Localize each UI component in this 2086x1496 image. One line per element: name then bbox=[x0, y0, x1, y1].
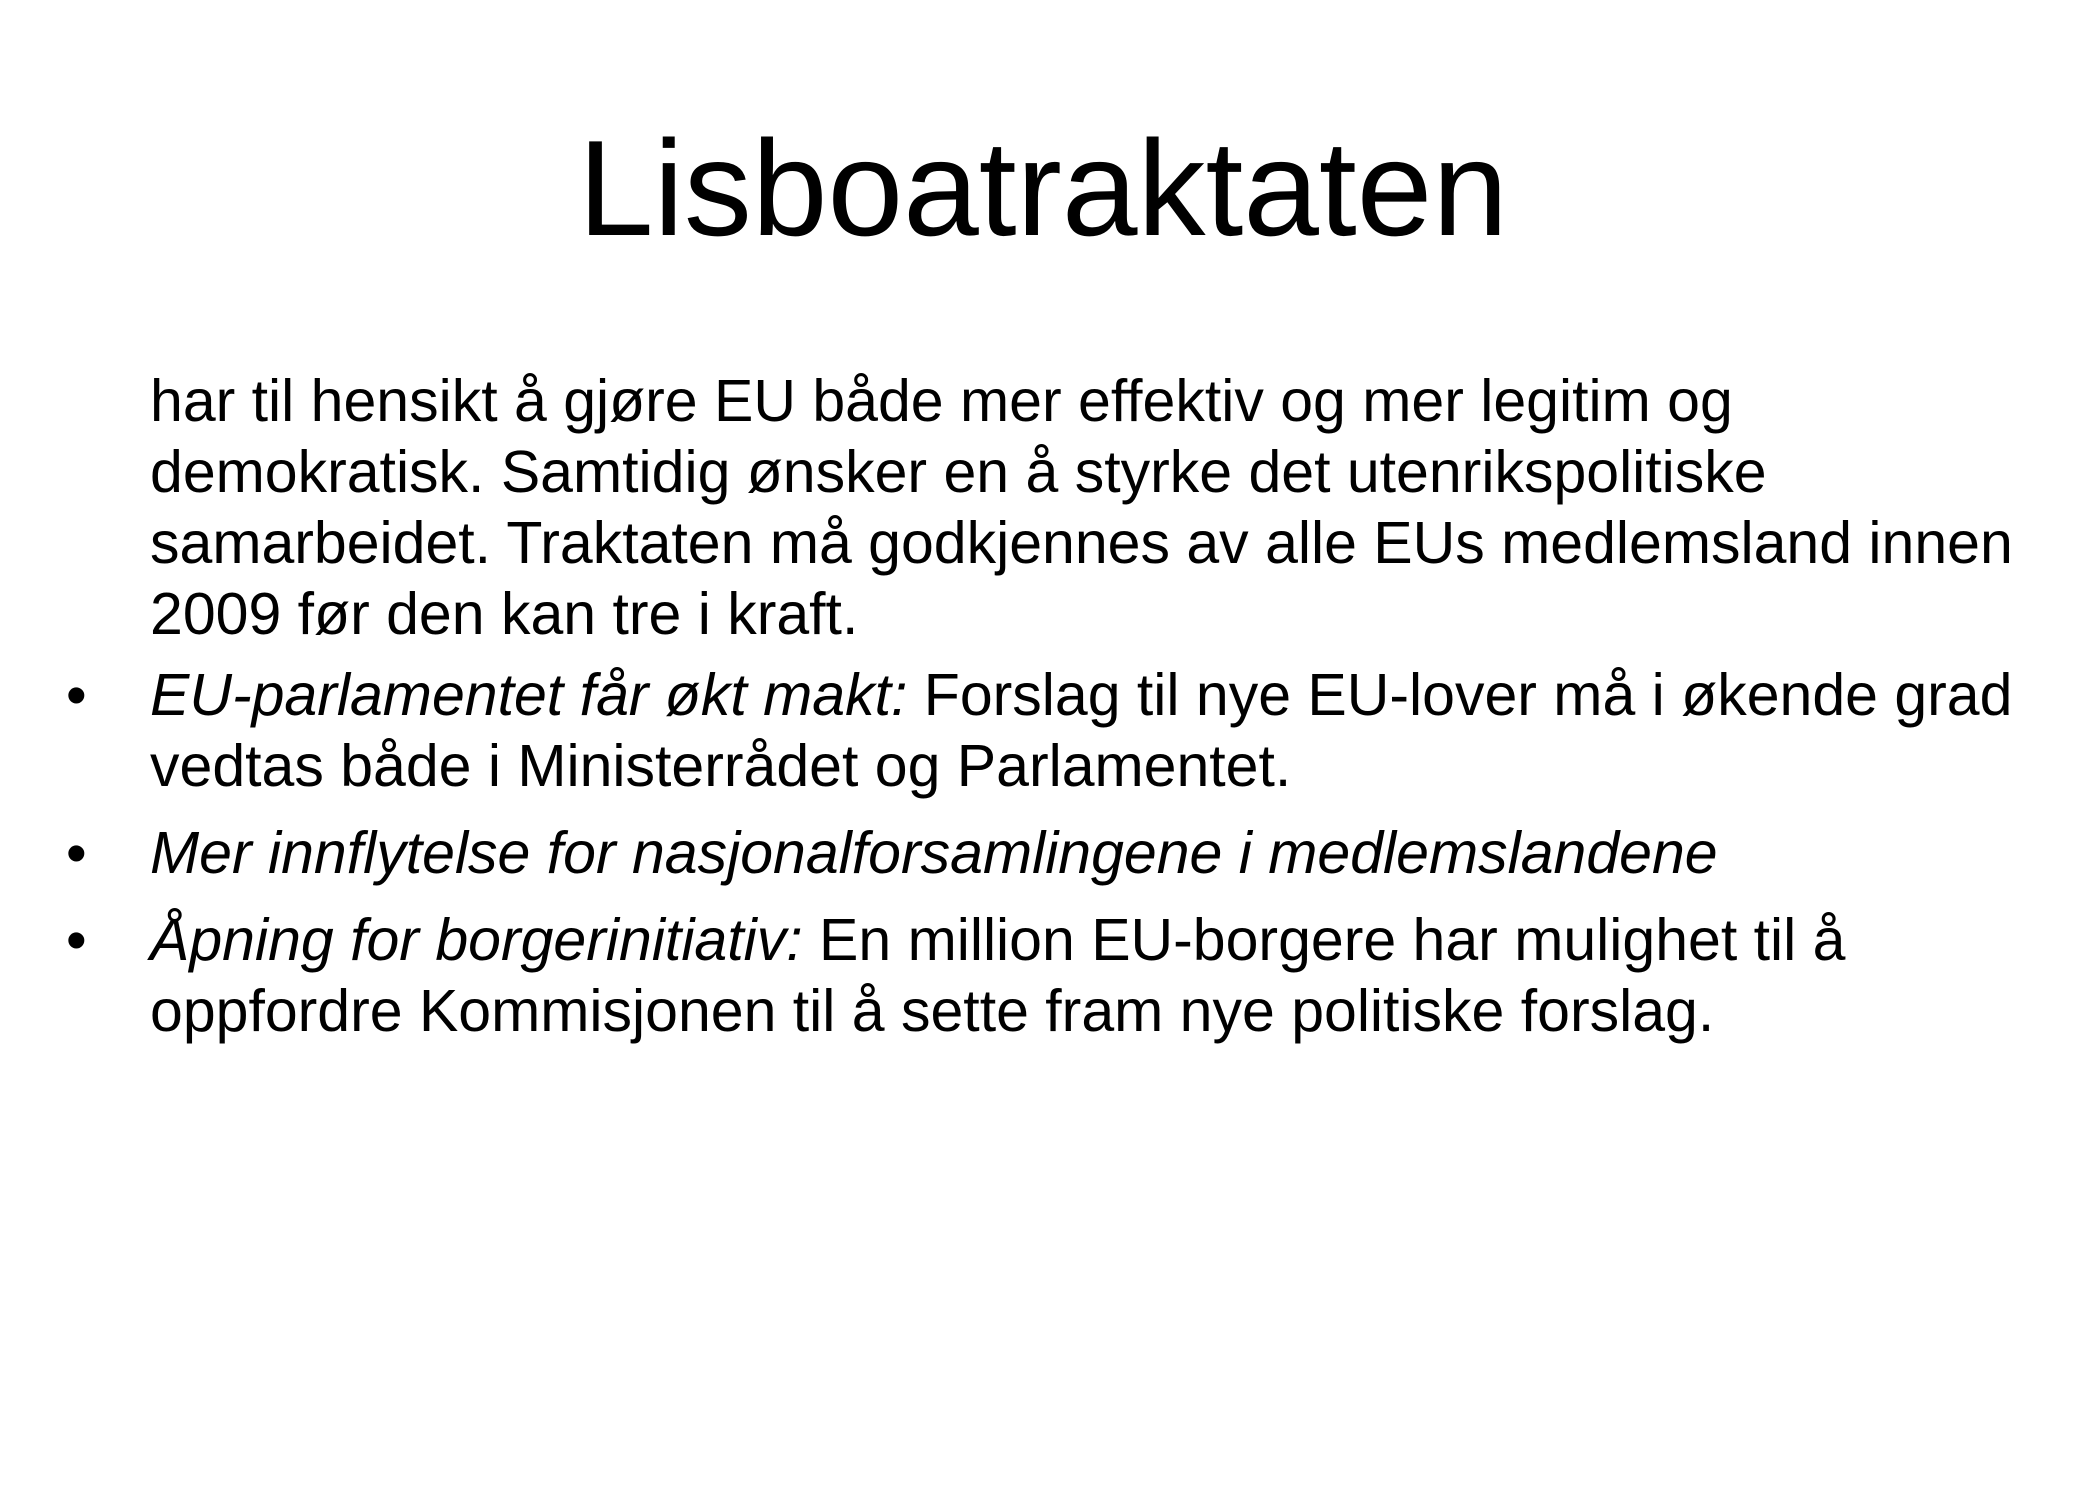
bullet-lead: Åpning for borgerinitiativ: bbox=[150, 907, 803, 973]
bullet-dot-icon: • bbox=[66, 662, 87, 728]
bullet-item bbox=[66, 660, 2030, 802]
intro-paragraph: har til hensikt å gjøre EU både mer effektiv og mer legitim og demokratisk. Samtidig ønsker en å styrke det utenrikspolitiske samarbeidet. Traktaten må godkjennes av alle EUs medlemsland innen 2009 før den kan tre i kraft. bbox=[150, 368, 2013, 647]
bullet-text: En million EU-borgere har mulighet til å oppfordre Kommisjonen til å sette fram nye politiske forslag. bbox=[150, 907, 1846, 1044]
bullet-dot-icon: • bbox=[66, 907, 87, 973]
bullet-lead: EU-parlamentet får økt makt: bbox=[150, 662, 908, 728]
bullet-lead: Mer innflytelse for nasjonalforsamlingene i medlemslandene bbox=[150, 820, 1718, 886]
bullet-text: Forslag til nye EU-lover må i økende grad vedtas både i Ministerrådet og Parlamentet. bbox=[150, 662, 2013, 799]
slide-title: Lisboatraktaten bbox=[578, 112, 1508, 264]
bullet-dot-icon: • bbox=[66, 820, 87, 886]
slide-body bbox=[0, 366, 2086, 1047]
bullet-item bbox=[66, 905, 2030, 1047]
bullet-item bbox=[66, 818, 2030, 889]
